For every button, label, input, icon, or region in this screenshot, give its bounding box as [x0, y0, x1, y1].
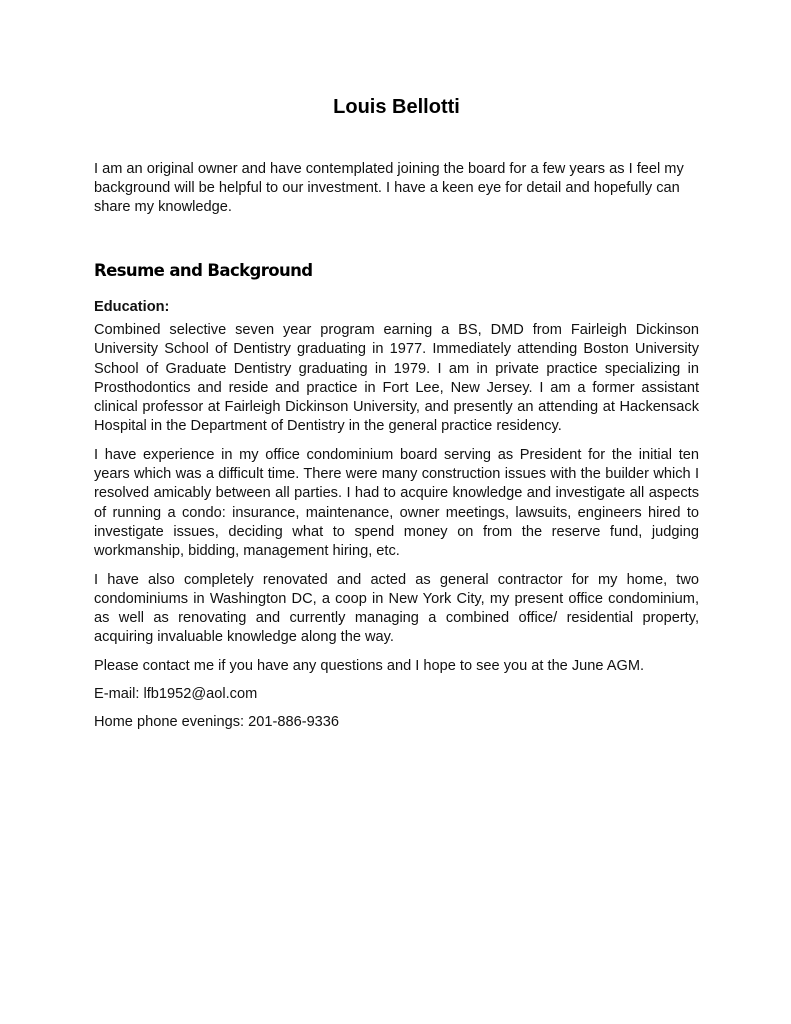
contact-request-paragraph: Please contact me if you have any questions and I hope to see you at the June AGM.: [94, 657, 645, 674]
renovation-paragraph: I have also completely renovated and acted as general contractor for my home, two condominiums in Washington DC, a coop in New York City, my present office condominium, as well as renovating and currently managing a combined office/ residential property, acquiring invaluable knowledge along the way.: [94, 571, 699, 646]
section-heading: Resume and Background: [94, 261, 313, 280]
document-title: Louis Bellotti: [333, 96, 460, 118]
intro-paragraph: I am an original owner and have contemplated joining the board for a few years as I feel my background will be helpful to our investment. I have a keen eye for detail and hopefully can share my knowledge.: [94, 161, 684, 216]
phone-line: Home phone evenings: 201-886-9336: [94, 714, 340, 731]
resume-body: [94, 321, 699, 742]
education-paragraph: Combined selective seven year program earning a BS, DMD from Fairleigh Dickinson University School of Dentistry graduating in 1977. Immediately attending Boston University School of Graduate Dentistry graduating in 1979. I am in private practice specializing in Prosthodontics and reside and practice in Fort Lee, New Jersey. I am a former assistant clinical professor at Fairleigh Dickinson University, and presently an attending at Hackensack Hospital in the Department of Dentistry in the general practice residency.: [94, 322, 699, 435]
board-experience-paragraph: I have experience in my office condominium board serving as President for the initial ten years which was a difficult time. There were many construction issues with the builder which I resolved amicably between all parties. I had to acquire knowledge and investigate all aspects of running a condo: insurance, maintenance, owner meetings, lawsuits, engineers hired to investigate issues, deciding what to spend money on from the reserve fund, judging workmanship, bidding, management hiring, etc.: [94, 446, 699, 560]
education-label: Education:: [94, 299, 170, 315]
email-line: E-mail: lfb1952@aol.com: [94, 686, 258, 703]
